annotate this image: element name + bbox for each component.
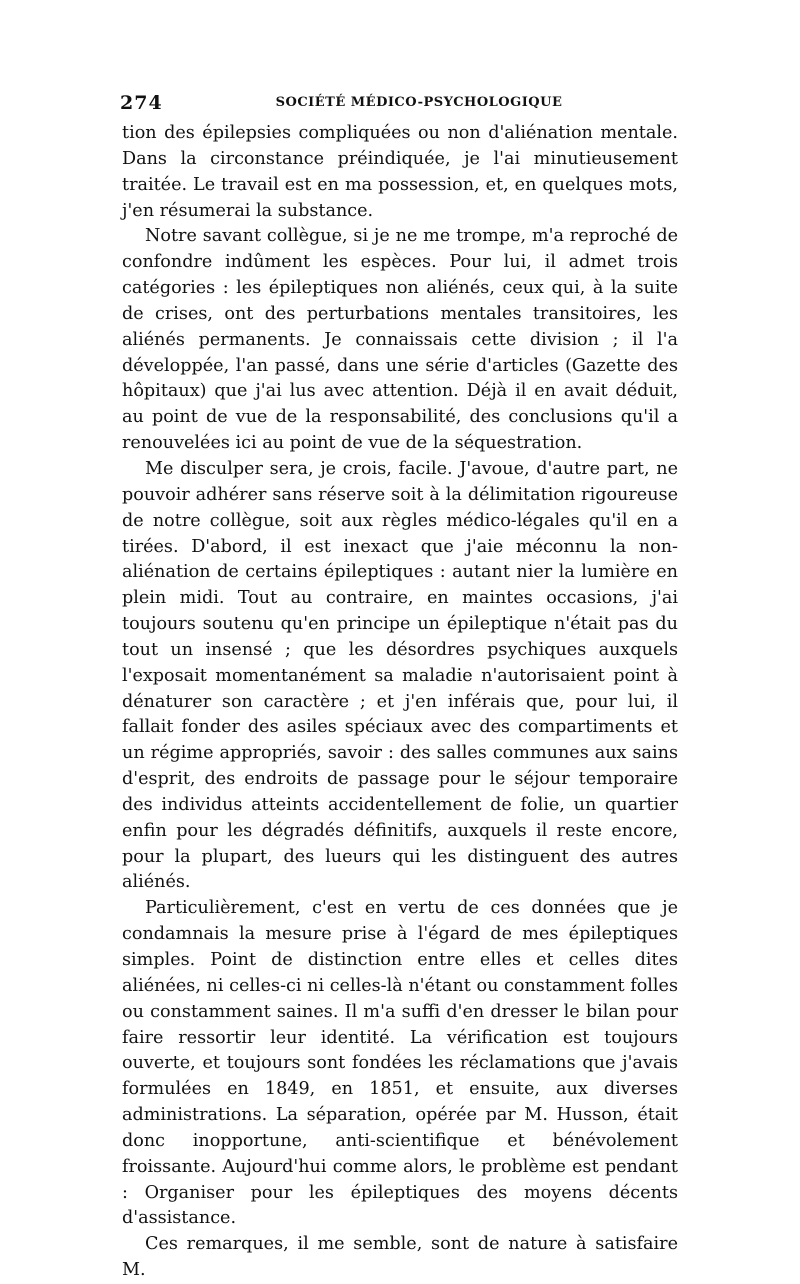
running-head: SOCIÉTÉ MÉDICO-PSYCHOLOGIQUE [275,95,563,110]
paragraph-5: Ces remarques, il me semble, sont de nature à satisfaire M. [122,1234,678,1281]
body-text [122,121,678,1284]
paragraph-2: Notre savant collègue, si je ne me trompe, m'a reproché de confondre indûment les espèces. Pour lui, il admet trois catégories : les épileptiques non aliénés, ceux qui, à la suite de crises, ont des perturbations mentales transitoires, les aliénés permanents. Je connaissais cette division ; il l'a développée, l'an passé, dans une série d'articles (Gazette des hôpitaux) que j'ai lus avec attention. Déjà il en avait déduit, au point de vue de la responsabilité, des conclusions qu'il a renouvelées ici au point de vue de la séquestration. [122,226,678,454]
page-header [120,92,678,116]
paragraph-4: Particulièrement, c'est en vertu de ces données que je condamnais la mesure prise à l'égard de mes épileptiques simples. Point de distinction entre elles et celles dites aliénées, ni celles-ci ni celles-là n'étant ou constamment folles ou constamment saines. Il m'a suffi d'en dresser le bilan pour faire ressortir leur identité. La vérification est toujours ouverte, et toujours sont fondées les réclamations que j'avais formulées en 1849, en 1851, et ensuite, aux diverses administrations. La séparation, opérée par M. Husson, était donc inopportune, anti-scientifique et bénévolement froissante. Aujourd'hui comme alors, le problème est pendant : Organiser pour les épileptiques des moyens décents d'assistance. [122,898,678,1229]
paragraph-3: Me disculper sera, je crois, facile. J'avoue, d'autre part, ne pouvoir adhérer sans réserve soit à la délimitation rigoureuse de notre collègue, soit aux règles médico-légales qu'il en a tirées. D'abord, il est inexact que j'aie méconnu la non-aliénation de certains épileptiques : autant nier la lumière en plein midi. Tout au contraire, en maintes occasions, j'ai toujours soutenu qu'en principe un épileptique n'était pas du tout un insensé ; que les désordres psychiques auxquels l'exposait momentanément sa maladie n'autorisaient point à dénaturer son caractère ; et j'en inférais que, pour lui, il fallait fonder des asiles spéciaux avec des compartiments et un régime appropriés, savoir : des salles communes aux sains d'esprit, des endroits de passage pour le séjour temporaire des individus atteints accidentellement de folie, un quartier enfin pour les dégradés définitifs, auxquels il reste encore, pour la plupart, des lueurs qui les distinguent des autres aliénés. [122,458,678,893]
page-number: 274 [120,92,163,114]
paragraph-1: tion des épilepsies compliquées ou non d'aliénation mentale. Dans la circonstance préindiquée, je l'ai minutieusement traitée. Le travail est en ma possession, et, en quelques mots, j'en résumerai la substance. [122,123,678,221]
